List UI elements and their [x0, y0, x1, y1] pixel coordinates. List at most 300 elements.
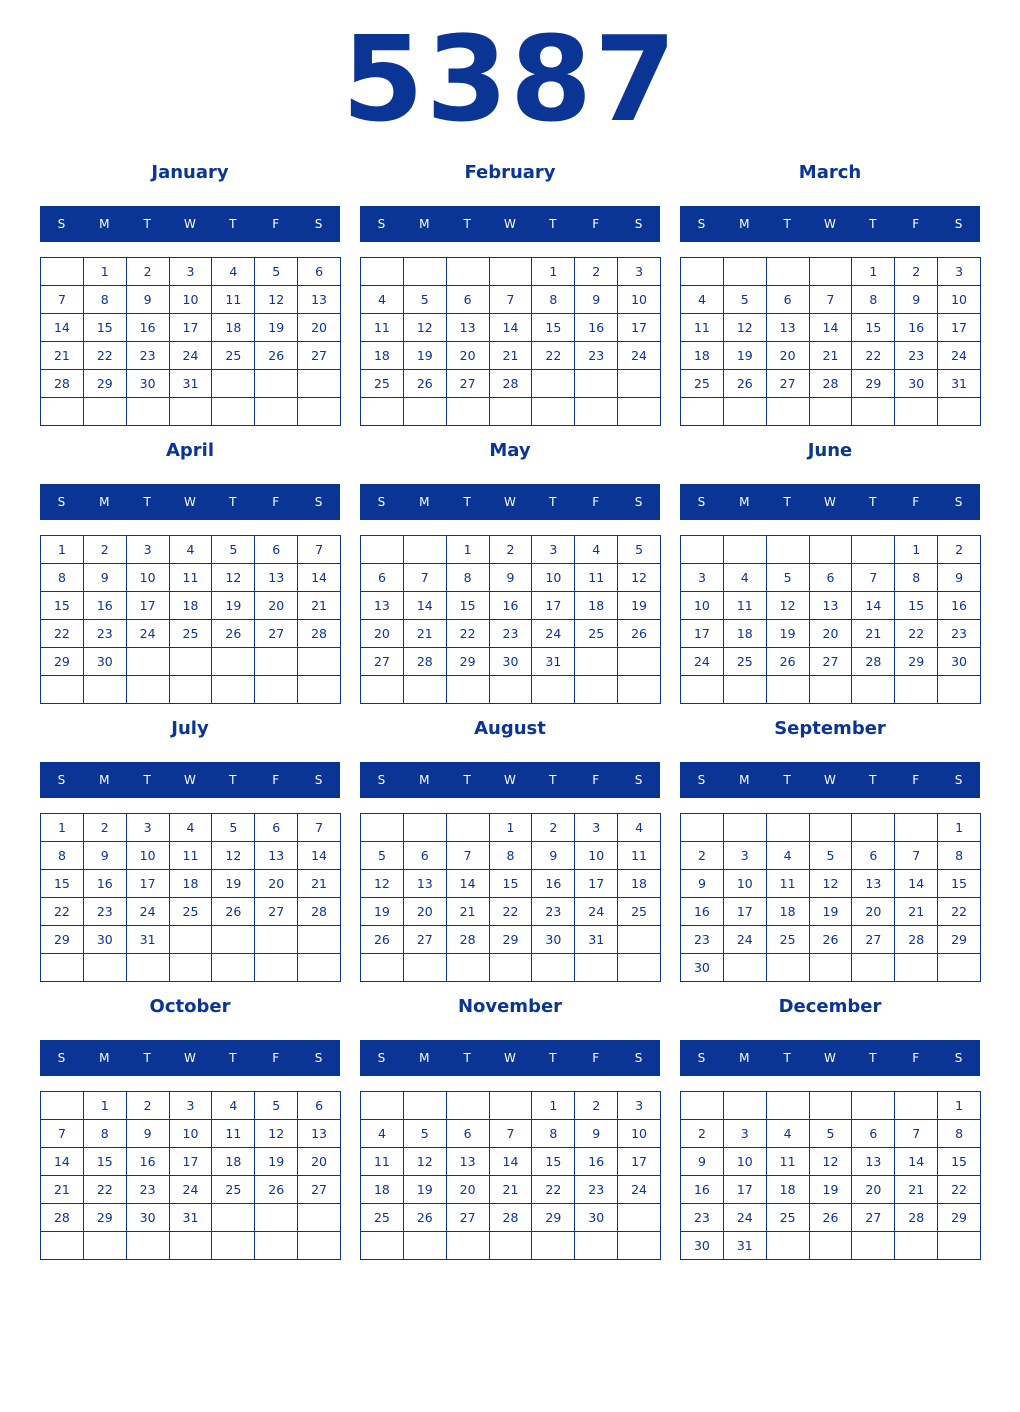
day-cell: 2: [84, 814, 127, 842]
day-cell: 11: [575, 564, 618, 592]
day-cell: 11: [212, 286, 255, 314]
day-cell: [618, 398, 661, 426]
day-cell: 31: [532, 648, 575, 676]
day-cell: 17: [170, 314, 213, 342]
day-cell: 24: [532, 620, 575, 648]
day-cell: 29: [84, 1204, 127, 1232]
weekday-header: [360, 1040, 660, 1076]
day-cell: 28: [41, 370, 84, 398]
weekday-label: T: [869, 495, 877, 509]
day-cell: 24: [618, 1176, 661, 1204]
day-cell: 26: [810, 1204, 853, 1232]
day-cell: 29: [84, 370, 127, 398]
weekday-label: F: [912, 495, 920, 509]
day-cell: 21: [298, 592, 341, 620]
day-cell: 23: [127, 342, 170, 370]
day-cell: [84, 954, 127, 982]
day-cell: [724, 536, 767, 564]
day-cell: 11: [724, 592, 767, 620]
day-cell: 17: [724, 1176, 767, 1204]
day-cell: 14: [490, 314, 533, 342]
day-cell: 1: [447, 536, 490, 564]
day-cell: 1: [84, 1092, 127, 1120]
day-cell: 5: [212, 814, 255, 842]
weekday-label: S: [954, 773, 963, 787]
day-cell: 4: [767, 1120, 810, 1148]
weekday-label: S: [634, 495, 643, 509]
day-cell: 28: [41, 1204, 84, 1232]
day-cell: 2: [575, 1092, 618, 1120]
day-cell: [361, 1092, 404, 1120]
day-cell: 4: [681, 286, 724, 314]
weekday-label: S: [314, 217, 323, 231]
day-cell: 1: [938, 1092, 981, 1120]
day-cell: [852, 536, 895, 564]
day-cell: [575, 370, 618, 398]
day-cell: 29: [447, 648, 490, 676]
weekday-label: S: [634, 217, 643, 231]
day-cell: [490, 1232, 533, 1260]
weekday-header: [360, 206, 660, 242]
weekday-label: M: [99, 1051, 110, 1065]
weekday-label: S: [954, 1051, 963, 1065]
day-cell: 8: [447, 564, 490, 592]
day-cell: 26: [255, 342, 298, 370]
day-cell: 17: [170, 1148, 213, 1176]
day-cell: [361, 676, 404, 704]
day-cell: 4: [212, 258, 255, 286]
day-cell: 17: [681, 620, 724, 648]
weekday-label: T: [783, 1051, 791, 1065]
weekday-label: F: [912, 217, 920, 231]
day-cell: [724, 954, 767, 982]
day-cell: 29: [532, 1204, 575, 1232]
day-cell: [404, 258, 447, 286]
day-cell: [852, 814, 895, 842]
weekday-label: M: [99, 495, 110, 509]
day-cell: 19: [767, 620, 810, 648]
month-name: January: [151, 162, 229, 183]
day-cell: 18: [361, 342, 404, 370]
day-cell: [724, 676, 767, 704]
day-cell: [41, 258, 84, 286]
day-cell: [895, 1092, 938, 1120]
weekday-label: T: [549, 773, 557, 787]
day-cell: 30: [490, 648, 533, 676]
day-cell: 27: [447, 370, 490, 398]
day-cell: [212, 954, 255, 982]
day-cell: 25: [767, 1204, 810, 1232]
weekday-label: M: [419, 495, 430, 509]
day-cell: 9: [84, 842, 127, 870]
day-cell: 8: [895, 564, 938, 592]
day-cell: [895, 954, 938, 982]
day-cell: 20: [852, 898, 895, 926]
day-cell: 13: [852, 1148, 895, 1176]
day-cell: [127, 954, 170, 982]
day-cell: [724, 814, 767, 842]
day-cell: [681, 1092, 724, 1120]
weekday-label: S: [57, 495, 66, 509]
day-cell: 2: [127, 1092, 170, 1120]
day-cell: [361, 814, 404, 842]
weekday-label: T: [463, 217, 471, 231]
day-cell: [810, 536, 853, 564]
weekday-label: S: [377, 217, 386, 231]
weekday-label: M: [739, 217, 750, 231]
day-cell: 23: [681, 1204, 724, 1232]
day-cell: 24: [724, 926, 767, 954]
day-cell: 30: [127, 370, 170, 398]
day-cell: 2: [575, 258, 618, 286]
day-cell: 30: [532, 926, 575, 954]
weekday-label: T: [229, 217, 237, 231]
day-cell: 14: [298, 842, 341, 870]
day-cell: 2: [490, 536, 533, 564]
day-cell: 8: [938, 842, 981, 870]
day-cell: [212, 1204, 255, 1232]
day-cell: 14: [404, 592, 447, 620]
day-cell: [810, 676, 853, 704]
day-cell: 19: [404, 342, 447, 370]
weekday-label: S: [634, 773, 643, 787]
day-cell: 19: [255, 314, 298, 342]
day-cell: 2: [127, 258, 170, 286]
day-cell: 30: [127, 1204, 170, 1232]
day-cell: 5: [724, 286, 767, 314]
day-cell: 20: [447, 1176, 490, 1204]
day-cell: 28: [298, 898, 341, 926]
day-grid: [40, 257, 341, 426]
weekday-header: [680, 762, 980, 798]
day-cell: 30: [895, 370, 938, 398]
day-cell: 25: [170, 620, 213, 648]
month-name: June: [807, 440, 853, 461]
day-cell: 25: [361, 370, 404, 398]
day-cell: [895, 1232, 938, 1260]
day-cell: 23: [127, 1176, 170, 1204]
weekday-header: [40, 206, 340, 242]
day-cell: 13: [447, 314, 490, 342]
day-cell: 13: [767, 314, 810, 342]
day-cell: [170, 676, 213, 704]
day-cell: 5: [361, 842, 404, 870]
month-name: March: [798, 162, 862, 183]
day-cell: 12: [212, 564, 255, 592]
day-cell: 29: [41, 926, 84, 954]
day-cell: 13: [404, 870, 447, 898]
day-cell: 19: [618, 592, 661, 620]
day-grid: [360, 1091, 661, 1260]
day-cell: [127, 648, 170, 676]
weekday-label: T: [783, 217, 791, 231]
day-grid: [680, 1091, 981, 1260]
day-cell: 7: [490, 1120, 533, 1148]
day-cell: [724, 398, 767, 426]
day-cell: 4: [170, 814, 213, 842]
weekday-label: M: [739, 773, 750, 787]
weekday-label: S: [377, 495, 386, 509]
day-cell: 28: [404, 648, 447, 676]
day-cell: 2: [532, 814, 575, 842]
day-cell: [255, 398, 298, 426]
day-cell: 23: [532, 898, 575, 926]
weekday-label: W: [184, 217, 196, 231]
day-cell: 24: [938, 342, 981, 370]
day-cell: 8: [41, 842, 84, 870]
day-cell: 23: [84, 898, 127, 926]
weekday-label: W: [824, 217, 836, 231]
weekday-label: W: [184, 495, 196, 509]
day-cell: 20: [255, 592, 298, 620]
day-cell: [404, 954, 447, 982]
day-cell: [575, 676, 618, 704]
day-cell: 6: [255, 814, 298, 842]
day-cell: [681, 814, 724, 842]
day-cell: 27: [361, 648, 404, 676]
day-cell: [767, 1232, 810, 1260]
day-cell: 22: [490, 898, 533, 926]
day-cell: [41, 676, 84, 704]
weekday-label: S: [57, 773, 66, 787]
day-cell: 31: [724, 1232, 767, 1260]
day-cell: [618, 1232, 661, 1260]
day-cell: [810, 1232, 853, 1260]
day-cell: 22: [84, 1176, 127, 1204]
day-cell: 14: [41, 1148, 84, 1176]
day-cell: 29: [852, 370, 895, 398]
day-cell: 11: [170, 564, 213, 592]
day-cell: 3: [938, 258, 981, 286]
day-cell: 28: [895, 926, 938, 954]
day-cell: 15: [895, 592, 938, 620]
day-cell: 7: [852, 564, 895, 592]
day-cell: [84, 398, 127, 426]
day-cell: 6: [852, 842, 895, 870]
day-cell: 5: [255, 258, 298, 286]
day-cell: [212, 676, 255, 704]
day-cell: 11: [767, 1148, 810, 1176]
day-cell: 2: [681, 842, 724, 870]
day-cell: 12: [404, 1148, 447, 1176]
day-cell: 6: [447, 1120, 490, 1148]
day-cell: [255, 954, 298, 982]
day-cell: 21: [490, 1176, 533, 1204]
day-cell: 23: [895, 342, 938, 370]
day-cell: [724, 1092, 767, 1120]
day-cell: 26: [810, 926, 853, 954]
day-cell: 18: [767, 1176, 810, 1204]
day-cell: 15: [41, 592, 84, 620]
day-cell: 24: [618, 342, 661, 370]
weekday-label: M: [99, 773, 110, 787]
day-cell: 1: [84, 258, 127, 286]
day-cell: 20: [298, 1148, 341, 1176]
weekday-label: T: [229, 495, 237, 509]
day-cell: 4: [361, 1120, 404, 1148]
day-cell: [895, 814, 938, 842]
day-cell: 12: [404, 314, 447, 342]
day-cell: 15: [938, 870, 981, 898]
day-cell: 4: [724, 564, 767, 592]
weekday-label: M: [99, 217, 110, 231]
day-cell: 21: [41, 1176, 84, 1204]
day-cell: 20: [361, 620, 404, 648]
day-cell: 28: [490, 1204, 533, 1232]
weekday-label: W: [184, 1051, 196, 1065]
day-cell: 19: [404, 1176, 447, 1204]
day-cell: 25: [681, 370, 724, 398]
day-cell: [298, 370, 341, 398]
day-cell: [852, 1232, 895, 1260]
day-cell: 23: [681, 926, 724, 954]
day-cell: 4: [212, 1092, 255, 1120]
day-cell: 27: [255, 898, 298, 926]
day-cell: [447, 1092, 490, 1120]
day-cell: [404, 536, 447, 564]
day-cell: 24: [127, 898, 170, 926]
day-cell: 4: [618, 814, 661, 842]
day-cell: 27: [298, 1176, 341, 1204]
day-cell: 18: [212, 314, 255, 342]
weekday-label: F: [592, 217, 600, 231]
day-cell: [575, 648, 618, 676]
day-cell: 31: [170, 1204, 213, 1232]
day-cell: 1: [532, 1092, 575, 1120]
day-cell: [170, 954, 213, 982]
day-cell: [212, 398, 255, 426]
day-cell: 15: [84, 314, 127, 342]
day-cell: 9: [681, 1148, 724, 1176]
day-cell: 17: [618, 314, 661, 342]
day-cell: 18: [212, 1148, 255, 1176]
month-name: February: [464, 162, 556, 183]
day-cell: 4: [575, 536, 618, 564]
weekday-label: S: [314, 1051, 323, 1065]
day-cell: 24: [170, 1176, 213, 1204]
day-grid: [680, 257, 981, 426]
day-cell: 5: [810, 842, 853, 870]
day-grid: [40, 535, 341, 704]
month-name: December: [778, 996, 882, 1017]
day-cell: 26: [255, 1176, 298, 1204]
day-cell: [532, 1232, 575, 1260]
day-cell: 5: [618, 536, 661, 564]
day-cell: 19: [212, 592, 255, 620]
day-cell: 5: [212, 536, 255, 564]
day-cell: [618, 370, 661, 398]
day-cell: 10: [618, 1120, 661, 1148]
day-cell: [84, 676, 127, 704]
day-cell: 3: [170, 258, 213, 286]
day-cell: 11: [618, 842, 661, 870]
day-cell: [681, 536, 724, 564]
day-cell: 9: [532, 842, 575, 870]
weekday-label: T: [229, 773, 237, 787]
day-cell: 15: [447, 592, 490, 620]
weekday-label: T: [869, 773, 877, 787]
day-cell: [724, 258, 767, 286]
day-cell: [361, 398, 404, 426]
day-cell: 18: [170, 592, 213, 620]
day-cell: 27: [255, 620, 298, 648]
day-cell: [810, 814, 853, 842]
day-cell: 20: [767, 342, 810, 370]
day-grid: [360, 813, 661, 982]
day-cell: 7: [895, 1120, 938, 1148]
weekday-label: S: [57, 1051, 66, 1065]
day-cell: 18: [767, 898, 810, 926]
day-cell: 1: [938, 814, 981, 842]
day-cell: 16: [681, 898, 724, 926]
day-grid: [40, 813, 341, 982]
day-cell: [404, 1232, 447, 1260]
day-cell: 28: [447, 926, 490, 954]
weekday-label: M: [419, 773, 430, 787]
day-cell: [767, 814, 810, 842]
day-cell: 20: [810, 620, 853, 648]
day-cell: 21: [298, 870, 341, 898]
day-cell: 18: [575, 592, 618, 620]
day-cell: [767, 954, 810, 982]
day-cell: 23: [575, 342, 618, 370]
day-cell: [810, 954, 853, 982]
day-cell: 23: [490, 620, 533, 648]
day-cell: [298, 954, 341, 982]
day-cell: 22: [447, 620, 490, 648]
day-cell: 16: [681, 1176, 724, 1204]
day-cell: 24: [575, 898, 618, 926]
day-cell: 10: [938, 286, 981, 314]
weekday-label: S: [697, 495, 706, 509]
day-cell: 8: [852, 286, 895, 314]
day-cell: 27: [404, 926, 447, 954]
day-cell: [810, 398, 853, 426]
day-cell: 8: [938, 1120, 981, 1148]
day-cell: [212, 1232, 255, 1260]
day-cell: [361, 954, 404, 982]
day-cell: 30: [938, 648, 981, 676]
day-cell: 16: [127, 1148, 170, 1176]
day-cell: 16: [84, 870, 127, 898]
day-cell: [767, 1092, 810, 1120]
weekday-label: T: [143, 217, 151, 231]
day-cell: 18: [681, 342, 724, 370]
day-cell: 30: [84, 926, 127, 954]
day-cell: 16: [490, 592, 533, 620]
day-cell: [852, 954, 895, 982]
day-cell: 21: [447, 898, 490, 926]
day-cell: 22: [532, 1176, 575, 1204]
day-cell: 17: [724, 898, 767, 926]
weekday-label: S: [697, 1051, 706, 1065]
day-cell: 22: [938, 898, 981, 926]
day-cell: 31: [575, 926, 618, 954]
day-cell: 9: [895, 286, 938, 314]
day-cell: 17: [938, 314, 981, 342]
day-cell: 19: [361, 898, 404, 926]
weekday-label: W: [504, 495, 516, 509]
day-cell: 20: [404, 898, 447, 926]
day-cell: 8: [490, 842, 533, 870]
weekday-label: S: [57, 217, 66, 231]
month-name: July: [171, 718, 209, 739]
weekday-label: W: [184, 773, 196, 787]
weekday-label: M: [419, 1051, 430, 1065]
day-cell: 10: [575, 842, 618, 870]
weekday-label: F: [592, 495, 600, 509]
day-cell: 9: [127, 1120, 170, 1148]
